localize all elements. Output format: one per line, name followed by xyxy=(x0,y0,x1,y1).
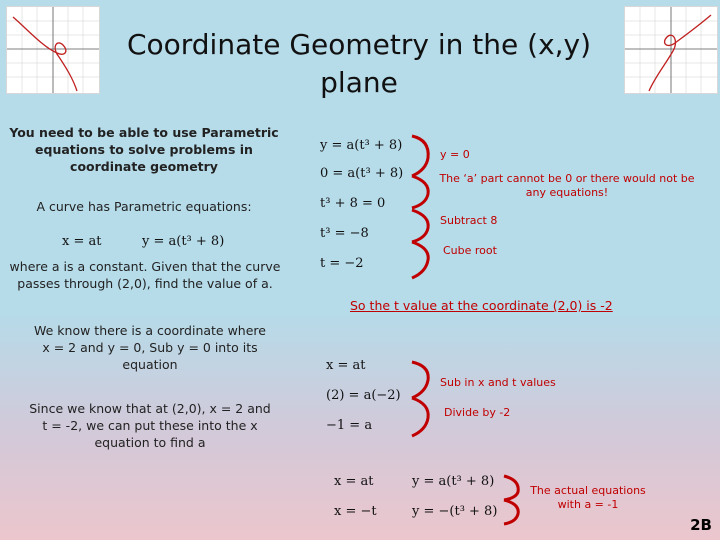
final-eq-y1: y = a(t³ + 8) xyxy=(412,474,495,489)
since-text: Since we know that at (2,0), x = 2 and t = -2, we can put these into the x equation to find a xyxy=(29,401,271,450)
final-eq-y2: y = −(t³ + 8) xyxy=(412,504,498,519)
slide-label: 2B xyxy=(690,516,712,534)
brace-icon xyxy=(408,132,438,282)
step1-line-3: t³ + 8 = 0 xyxy=(320,196,386,211)
step2-line-3: −1 = a xyxy=(326,418,373,433)
know-text: We know there is a coordinate where x = 2 and y = 0, Sub y = 0 into its equation xyxy=(34,323,266,372)
conclusion-text: So the t value at the coordinate (2,0) is -2 xyxy=(350,298,613,313)
brace-icon xyxy=(408,358,438,440)
param-equation-x: x = at xyxy=(62,234,102,249)
step1-line-4: t³ = −8 xyxy=(320,226,369,241)
where-text: where a is a constant. Given that the curve passes through (2,0), find the value of a. xyxy=(9,259,281,291)
curve-graph-right-icon xyxy=(625,7,717,93)
step2-note-1: Sub in x and t values xyxy=(440,376,556,389)
page-title: Coordinate Geometry in the (x,y) plane xyxy=(126,28,592,99)
step2-line-1: x = at xyxy=(326,358,366,373)
step1-note-4: Cube root xyxy=(443,244,497,257)
final-note: The actual equations with a = -1 xyxy=(530,484,646,511)
step1-note-3: Subtract 8 xyxy=(440,214,498,227)
step2-line-2: (2) = a(−2) xyxy=(326,388,401,403)
step1-line-5: t = −2 xyxy=(320,256,364,271)
step1-line-1: y = a(t³ + 8) xyxy=(320,138,403,153)
step2-note-2: Divide by -2 xyxy=(444,406,511,419)
curve-graph-left-icon xyxy=(7,7,99,93)
brace-icon xyxy=(500,472,526,528)
final-eq-x2: x = −t xyxy=(334,504,377,519)
step1-note-1: y = 0 xyxy=(440,148,470,161)
param-equation-y: y = a(t³ + 8) xyxy=(142,234,225,249)
step1-note-2: The ‘a’ part cannot be 0 or there would not be any equations! xyxy=(439,172,695,199)
curve-thumbnail-right xyxy=(624,6,718,94)
step1-line-2: 0 = a(t³ + 8) xyxy=(320,166,404,181)
intro-text: You need to be able to use Parametric equations to solve problems in coordinate geometry xyxy=(9,125,279,174)
curve-text: A curve has Parametric equations: xyxy=(36,199,252,214)
curve-thumbnail-left xyxy=(6,6,100,94)
final-eq-x1: x = at xyxy=(334,474,374,489)
